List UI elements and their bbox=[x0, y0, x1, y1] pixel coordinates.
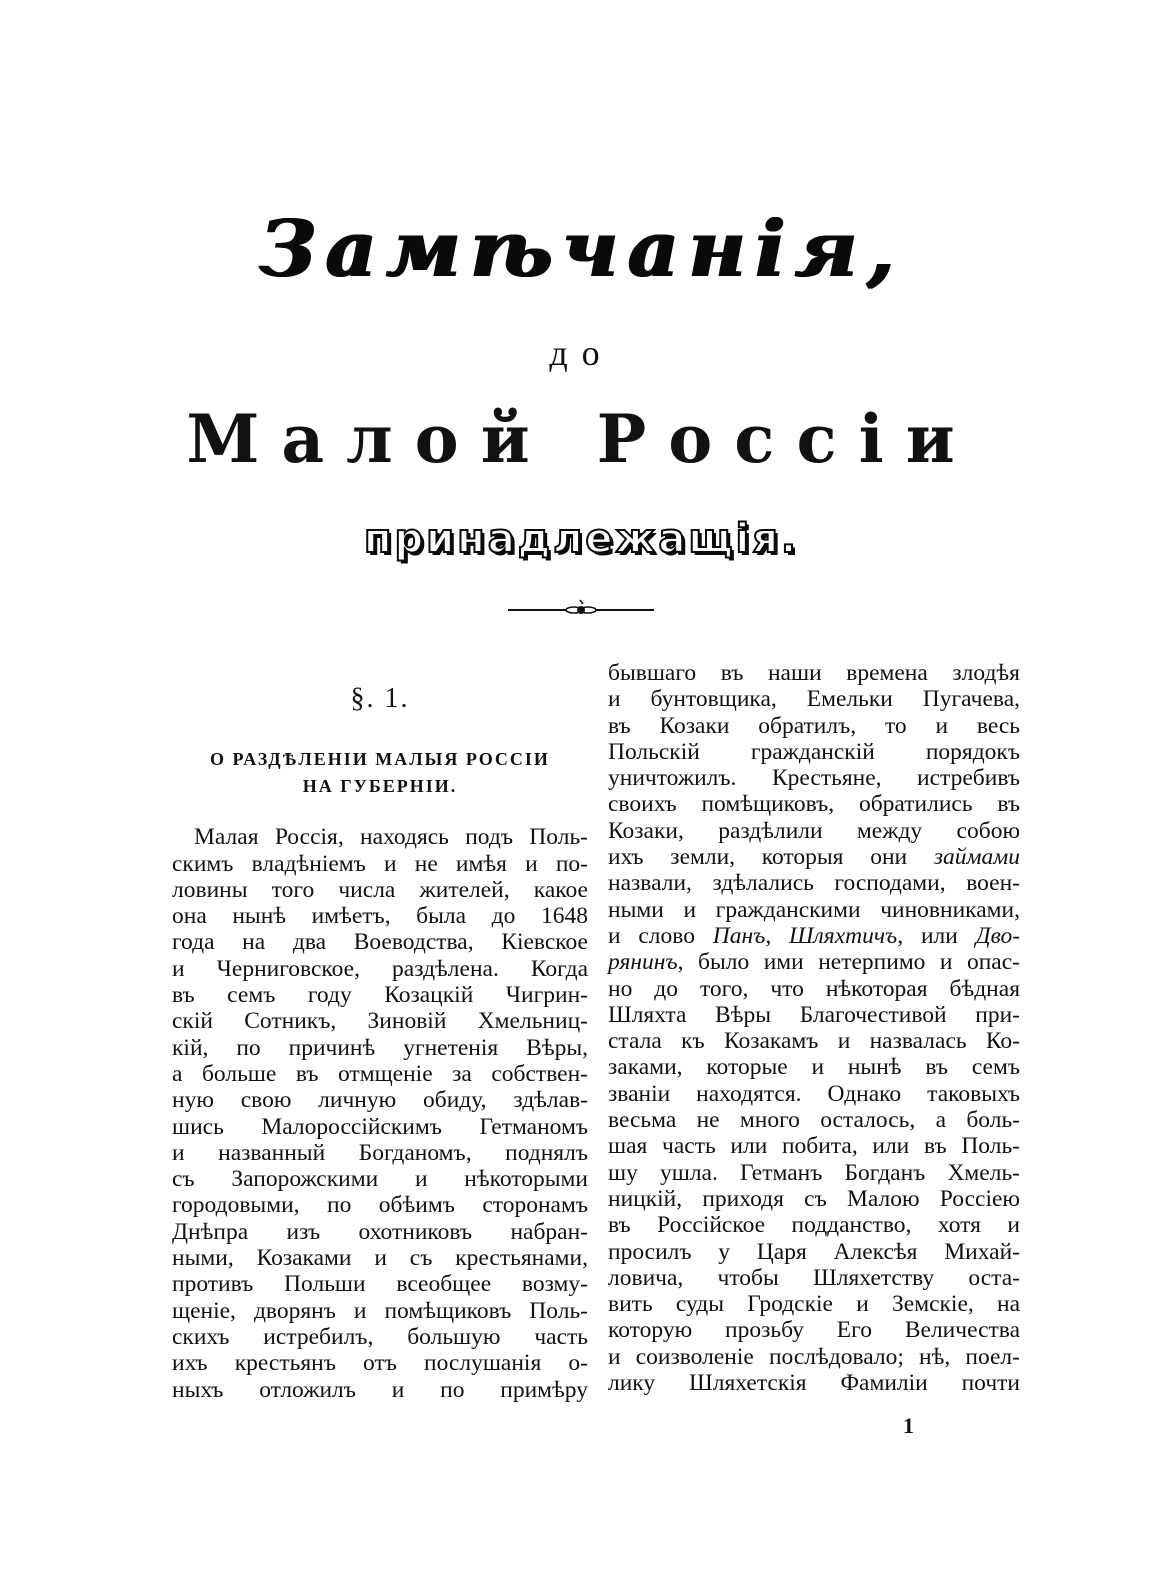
text-line: своихъ помѣщиковъ, обратились въ bbox=[608, 791, 1020, 818]
text-line: кій, по причинѣ угнетенія Вѣры, bbox=[172, 1034, 588, 1061]
text-line: въ Козаки обратилъ, то и весь bbox=[608, 712, 1020, 739]
text-line: противъ Польши всеобщее возму- bbox=[172, 1271, 588, 1298]
text-line: стала къ Козакамъ и назвалась Ко- bbox=[608, 1028, 1020, 1055]
text-line: вить суды Гродскіе и Земскіе, на bbox=[608, 1291, 1020, 1318]
text-line: щеніе, дворянъ и помѣщиковъ Поль- bbox=[172, 1297, 588, 1324]
text-line: ныхъ отложилъ и по примѣру bbox=[172, 1376, 588, 1403]
text-line: шу ушла. Гетманъ Богданъ Хмель- bbox=[608, 1159, 1020, 1186]
title-zamechaniya: Замѣчанія, bbox=[259, 204, 904, 295]
italic-word: Дво- bbox=[975, 922, 1021, 949]
text-line: съ Запорожскими и нѣкоторыми bbox=[172, 1166, 588, 1193]
text-line: скій Сотникъ, Зиновій Хмельниц- bbox=[172, 1008, 588, 1035]
text-line: Днѣпра изъ охотниковъ набран- bbox=[172, 1218, 588, 1245]
text-line: въ Россійское подданство, хотя и bbox=[608, 1212, 1020, 1239]
title-prinadlezhashchiya: принадлежащія. bbox=[363, 516, 800, 562]
text-line: просилъ у Царя Алексѣя Михай- bbox=[608, 1238, 1020, 1265]
text-segment: и слово bbox=[608, 922, 695, 949]
text-segment: , было ими нетерпимо и опас- bbox=[677, 949, 1020, 976]
text-line: уничтожилъ. Крестьяне, истребивъ bbox=[608, 765, 1020, 792]
title-malaya-rossiya: Малой Россіи bbox=[186, 400, 977, 478]
text-line-mixed bbox=[608, 844, 1020, 870]
text-line: шись Малороссійскимъ Гетманомъ bbox=[172, 1113, 588, 1140]
divider-ornament bbox=[508, 598, 654, 622]
italic-word: Панъ bbox=[712, 922, 766, 949]
text-line: Польскій гражданскій порядокъ bbox=[608, 738, 1020, 765]
text-segment: , bbox=[765, 922, 772, 949]
text-line: ницкій, приходя съ Малою Россіею bbox=[608, 1185, 1020, 1212]
text-line: и Черниговское, раздѣлена. Когда bbox=[172, 955, 588, 982]
text-line-mixed bbox=[608, 923, 1020, 949]
text-line: званіи находятся. Однако таковыхъ bbox=[608, 1080, 1020, 1107]
section-heading-line: О РАЗДѢЛЕНІИ МАЛЫЯ РОССІИ bbox=[210, 749, 550, 770]
italic-word: займами bbox=[933, 844, 1020, 871]
text-segment: , bbox=[897, 922, 904, 949]
italic-word: рянинъ bbox=[608, 949, 678, 976]
text-line: ловины того числа жителей, какое bbox=[172, 876, 588, 903]
text-line: заками, которые и нынѣ въ семъ bbox=[608, 1054, 1020, 1081]
text-line: Шляхта Вѣры Благочестивой при- bbox=[608, 1001, 1020, 1028]
title-do: до bbox=[549, 333, 614, 373]
text-line: лику Шляхетскія Фамиліи почти bbox=[608, 1370, 1020, 1397]
text-line: шая часть или побита, или въ Поль- bbox=[608, 1133, 1020, 1160]
text-line: которую прозьбу Его Величества bbox=[608, 1317, 1020, 1344]
right-column bbox=[608, 660, 1020, 1396]
text-line: ловича, чтобы Шляхетству оста- bbox=[608, 1264, 1020, 1291]
section-heading bbox=[172, 746, 588, 800]
left-column bbox=[172, 676, 588, 1403]
text-line-mixed bbox=[608, 949, 1020, 975]
text-line: Козаки, раздѣлили между собою bbox=[608, 817, 1020, 844]
text-line: и соизволеніе послѣдовало; нѣ, поел- bbox=[608, 1343, 1020, 1370]
text-line: ихъ крестьянъ отъ послушанія о- bbox=[172, 1350, 588, 1377]
text-line: и названный Богданомъ, поднялъ bbox=[172, 1139, 588, 1166]
text-line: ными, Козаками и съ крестьянами, bbox=[172, 1245, 588, 1272]
text-line: и бунтовщика, Емельки Пугачева, bbox=[608, 686, 1020, 713]
text-line: Малая Россія, находясь подъ Поль- bbox=[194, 824, 588, 851]
text-line: она нынѣ имѣетъ, была до 1648 bbox=[172, 903, 588, 930]
text-line: бывшаго въ наши времена злодѣя bbox=[608, 660, 1020, 686]
text-line: ными и гражданскими чиновниками, bbox=[608, 896, 1020, 923]
text-line: а больше въ отмщеніе за собствен- bbox=[172, 1060, 588, 1087]
text-segment: или bbox=[920, 922, 958, 949]
text-line: весьма не много осталось, а боль- bbox=[608, 1107, 1020, 1134]
text-line: назвали, здѣлались господами, воен- bbox=[608, 870, 1020, 897]
section-number: §. 1. bbox=[350, 683, 410, 714]
text-line: городовыми, по обѣимъ сторонамъ bbox=[172, 1192, 588, 1219]
text-line: скихъ истребилъ, большую часть bbox=[172, 1323, 588, 1350]
text-line: ную свою личную обиду, здѣлав- bbox=[172, 1087, 588, 1114]
text-segment: ихъ земли, которыя они bbox=[608, 844, 908, 871]
page-number: 1 bbox=[903, 1413, 914, 1438]
italic-word: Шляхтичъ bbox=[789, 922, 898, 949]
text-line: года на два Воеводства, Кіевское bbox=[172, 929, 588, 956]
text-line: въ семъ году Козацкій Чигрин- bbox=[172, 982, 588, 1009]
text-line: скимъ владѣніемъ и не имѣя и по- bbox=[172, 850, 588, 877]
text-line: но до того, что нѣкоторая бѣдная bbox=[608, 975, 1020, 1002]
section-heading-line: НА ГУБЕРНІИ. bbox=[302, 776, 458, 797]
